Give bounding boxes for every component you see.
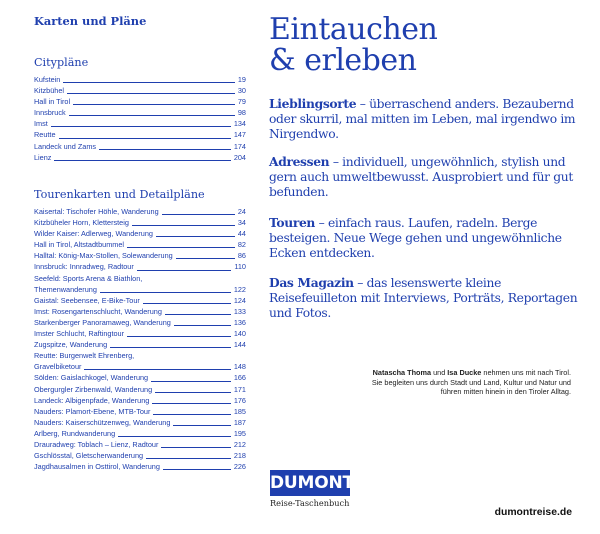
toc-leader-line: [153, 414, 230, 415]
toc-entry-row: [34, 239, 246, 250]
toc-leader-line: [165, 314, 231, 315]
toc-entry-page: 134: [233, 119, 246, 129]
toc-entry-row: [34, 461, 246, 472]
toc-entry-label-line1: Reutte: Burgenwelt Ehrenberg,: [34, 351, 135, 361]
toc-entry-page: 19: [237, 75, 246, 84]
toc-entry-page: 140: [233, 329, 246, 339]
toc-entry: [34, 217, 246, 228]
toc-entry-label: Innsbruck: Innradweg, Radtour: [34, 262, 134, 272]
toc-entry: [34, 339, 246, 350]
toc-entry-label: Kitzbühel: [34, 86, 65, 96]
toc-leader-line: [67, 93, 235, 94]
toc-entry-label: Drauradweg: Toblach – Lienz, Radtour: [34, 439, 159, 449]
toc-entry-label: Zugspitze, Wanderung: [34, 340, 108, 350]
toc-entry-page: 82: [237, 240, 246, 250]
dumont-logo-box: DUMONT: [270, 470, 350, 496]
toc-entry-row: [34, 129, 246, 140]
toc-entry-label: Lienz: [34, 152, 52, 162]
toc-entry-page: 185: [233, 406, 246, 416]
toc-entry-row: [34, 406, 246, 417]
toc-leader-line: [173, 425, 230, 426]
toc-leader-line: [163, 469, 231, 470]
toc-leader-line: [152, 403, 230, 404]
toc-entry: [34, 384, 246, 395]
dumont-logo: [270, 470, 354, 509]
website-link[interactable]: dumontreise.de: [494, 507, 572, 518]
toc-entry: [34, 317, 246, 328]
toc-entry-label: Kaisertal: Tischofer Höhle, Wanderung: [34, 207, 159, 216]
city-maps-title: Citypläne: [34, 56, 89, 69]
toc-entry-row: [34, 295, 246, 306]
toc-entry: [34, 350, 246, 372]
toc-leader-line: [110, 347, 231, 348]
toc-leader-line: [51, 126, 231, 127]
feature-touren: [269, 215, 579, 262]
toc-entry: [34, 74, 246, 85]
toc-entry-row: [34, 306, 246, 317]
toc-entry-page: 86: [237, 251, 246, 261]
toc-entry-row: [34, 261, 246, 272]
toc-entry: [34, 250, 246, 261]
toc-entry-row: [34, 118, 246, 129]
toc-leader-line: [127, 336, 231, 337]
promo-column: [269, 12, 579, 321]
author-name-2: Isa Ducke: [447, 368, 482, 377]
toc-entry: [34, 395, 246, 406]
toc-leader-line: [99, 149, 231, 150]
toc-entry-page: 218: [233, 451, 246, 461]
toc-entry-label: Landeck und Zams: [34, 141, 97, 151]
toc-entry-row: [34, 85, 246, 96]
toc-entry-page: 226: [233, 462, 246, 472]
tour-maps-list: [34, 206, 246, 472]
toc-entry-row: [34, 250, 246, 261]
toc-entry-label: Starkenberger Panoramaweg, Wanderung: [34, 317, 171, 327]
maps-heading: Karten und Pläne: [34, 14, 147, 28]
toc-entry-label-line1: Seefeld: Sports Arena & Biathlon,: [34, 273, 143, 283]
toc-entry-label: Hall in Tirol: [34, 97, 71, 107]
toc-entry: [34, 461, 246, 472]
toc-entry-label: Innsbruck: [34, 108, 66, 118]
toc-leader-line: [59, 138, 231, 139]
toc-entry-page: 44: [237, 229, 246, 239]
toc-entry-row: [34, 152, 246, 163]
toc-entry-label: Reutte: [34, 130, 56, 140]
toc-entry-page: 204: [233, 152, 246, 162]
author-text: nehmen uns mit nach Tirol. Sie begleiten uns durch Stadt und Land, Kultur und Natur und führen mitten hinein in den Tiroler Alltag.: [371, 368, 571, 397]
toc-entry-page: 195: [233, 428, 246, 438]
toc-entry-page: 124: [233, 295, 246, 305]
toc-entry-row: [34, 228, 246, 239]
toc-entry-page: 136: [233, 317, 246, 327]
toc-leader-line: [73, 104, 235, 105]
toc-entry: [34, 239, 246, 250]
toc-entry: [34, 228, 246, 239]
toc-entry-row: [34, 439, 246, 450]
toc-entry-row: [34, 417, 246, 428]
toc-leader-line: [54, 160, 230, 161]
toc-entry: [34, 372, 246, 383]
author-blurb: [371, 368, 571, 397]
toc-leader-line: [84, 369, 230, 370]
toc-leader-line: [143, 303, 231, 304]
toc-leader-line: [100, 292, 231, 293]
toc-entry-row: [34, 328, 246, 339]
toc-entry-row: [34, 372, 246, 383]
feature-title: Lieblingsorte: [269, 96, 357, 111]
toc-entry: [34, 439, 246, 450]
toc-entry: [34, 428, 246, 439]
toc-entry-label: Gravelbiketour: [34, 362, 82, 372]
toc-entry: [34, 107, 246, 118]
toc-entry: [34, 406, 246, 417]
toc-entry: [34, 129, 246, 140]
toc-entry-label: Imst: Rosengartenschlucht, Wanderung: [34, 306, 162, 316]
toc-entry-page: 79: [237, 97, 246, 107]
toc-leader-line: [132, 225, 235, 226]
toc-entry-row: [34, 96, 246, 107]
toc-entry-row: [34, 395, 246, 406]
toc-entry: [34, 206, 246, 217]
city-maps-list: [34, 74, 246, 163]
toc-entry-label: Imst: [34, 119, 48, 129]
feature-magazin: [269, 275, 579, 322]
logo-subtitle: Reise-Taschenbuch: [270, 498, 350, 508]
feature-title: Das Magazin: [269, 275, 354, 290]
toc-entry-page: 110: [234, 262, 246, 272]
maps-index: [34, 14, 246, 472]
toc-entry-label: Obergurgler Zirbenwald, Wanderung: [34, 384, 153, 394]
toc-leader-line: [118, 436, 231, 437]
toc-leader-line: [174, 325, 231, 326]
toc-entry-page: 34: [237, 218, 246, 228]
toc-entry-page: 98: [237, 108, 246, 118]
headline: [269, 14, 579, 76]
toc-entry: [34, 118, 246, 129]
toc-entry-page: 166: [233, 373, 246, 383]
toc-entry-label: Arlberg, Rundwanderung: [34, 428, 116, 438]
toc-entry-row: [34, 361, 246, 372]
toc-entry-label: Gschlösstal, Gletscherwanderung: [34, 451, 144, 461]
toc-entry-page: 133: [233, 306, 246, 316]
toc-entry: [34, 141, 246, 152]
toc-entry: [34, 450, 246, 461]
toc-leader-line: [151, 381, 231, 382]
toc-entry-label: Halltal: König-Max-Stollen, Solewanderung: [34, 251, 173, 261]
toc-entry-label: Themenwanderung: [34, 284, 97, 294]
toc-leader-line: [137, 270, 232, 271]
toc-entry: [34, 295, 246, 306]
toc-entry: [34, 261, 246, 272]
toc-leader-line: [155, 392, 231, 393]
feature-title: Touren: [269, 215, 316, 230]
toc-entry-page: 176: [233, 395, 246, 405]
author-name-1: Natascha Thoma: [372, 368, 432, 377]
toc-entry-page: 30: [237, 86, 246, 96]
toc-entry-row: [34, 141, 246, 152]
toc-entry: [34, 96, 246, 107]
toc-entry-page: 148: [233, 362, 246, 372]
toc-entry: [34, 328, 246, 339]
feature-text: – individuell, ungewöhnlich, stylish und gern auch umweltbewusst. Ausprobiert und für gut befunden.: [269, 155, 573, 200]
toc-leader-line: [162, 214, 235, 215]
toc-entry: [34, 85, 246, 96]
toc-leader-line: [146, 458, 231, 459]
toc-entry-label: Nauders: Plamort-Ebene, MTB-Tour: [34, 406, 151, 416]
toc-entry-page: 147: [233, 130, 246, 140]
toc-entry-label: Gaistal: Seebensee, E-Bike-Tour: [34, 295, 140, 305]
author-and: und: [431, 368, 448, 377]
toc-entry: [34, 273, 246, 295]
toc-entry: [34, 417, 246, 428]
toc-entry-label: Jagdhausalmen in Osttirol, Wanderung: [34, 462, 160, 472]
toc-entry-row: [34, 107, 246, 118]
feature-title: Adressen: [269, 154, 330, 169]
toc-leader-line: [69, 115, 235, 116]
toc-entry-label: Landeck: Albigenpfade, Wanderung: [34, 395, 150, 405]
toc-leader-line: [63, 82, 235, 83]
feature-adressen: [269, 154, 579, 201]
toc-entry-row: [34, 428, 246, 439]
headline-line-1: Eintauchen: [269, 12, 438, 47]
toc-entry-page: 171: [233, 384, 246, 394]
feature-lieblingsorte: [269, 96, 579, 143]
toc-entry-page: 212: [233, 439, 246, 449]
toc-entry-row: [34, 384, 246, 395]
toc-entry-page: 187: [233, 417, 246, 427]
toc-entry-label: Kitzbüheler Horn, Klettersteig: [34, 218, 129, 228]
toc-entry-label: Hall in Tirol, Altstadtbummel: [34, 240, 125, 250]
toc-entry-page: 24: [237, 207, 246, 216]
toc-entry-row: [34, 217, 246, 228]
feature-text: – das lesenswerte kleine Reisefeuilleton mit Interviews, Porträts, Reportagen und Fotos.: [269, 276, 578, 321]
toc-entry-page: 174: [233, 141, 246, 151]
toc-entry-label: Wilder Kaiser: Adlerweg, Wanderung: [34, 229, 153, 239]
toc-entry-row: [34, 74, 246, 85]
toc-leader-line: [176, 258, 235, 259]
toc-leader-line: [161, 447, 230, 448]
toc-leader-line: [127, 247, 235, 248]
toc-entry-row: [34, 206, 246, 217]
toc-entry-label: Nauders: Kaiserschützenweg, Wanderung: [34, 417, 171, 427]
headline-line-2: & erleben: [269, 43, 417, 78]
toc-entry-label: Sölden: Gaislachkogel, Wanderung: [34, 373, 149, 383]
toc-leader-line: [156, 236, 235, 237]
feature-text: – überraschend anders. Bezaubernd oder skurril, mal mitten im Leben, mal irgendwo im Nirgendwo.: [269, 97, 576, 142]
toc-entry-page: 122: [233, 284, 246, 294]
toc-entry-row: [34, 284, 246, 295]
feature-text: – einfach raus. Laufen, radeln. Berge besteigen. Neue Wege gehen und ungewöhnliche Ecken entdecken.: [269, 216, 562, 261]
toc-entry-row: [34, 317, 246, 328]
toc-entry: [34, 152, 246, 163]
toc-entry-page: 144: [233, 340, 246, 350]
toc-entry-label: Imster Schlucht, Raftingtour: [34, 329, 125, 339]
toc-entry-label: Kufstein: [34, 75, 61, 84]
toc-entry-row: [34, 339, 246, 350]
toc-entry-row: [34, 450, 246, 461]
toc-entry: [34, 306, 246, 317]
tour-maps-title: Tourenkarten und Detailpläne: [34, 188, 205, 201]
